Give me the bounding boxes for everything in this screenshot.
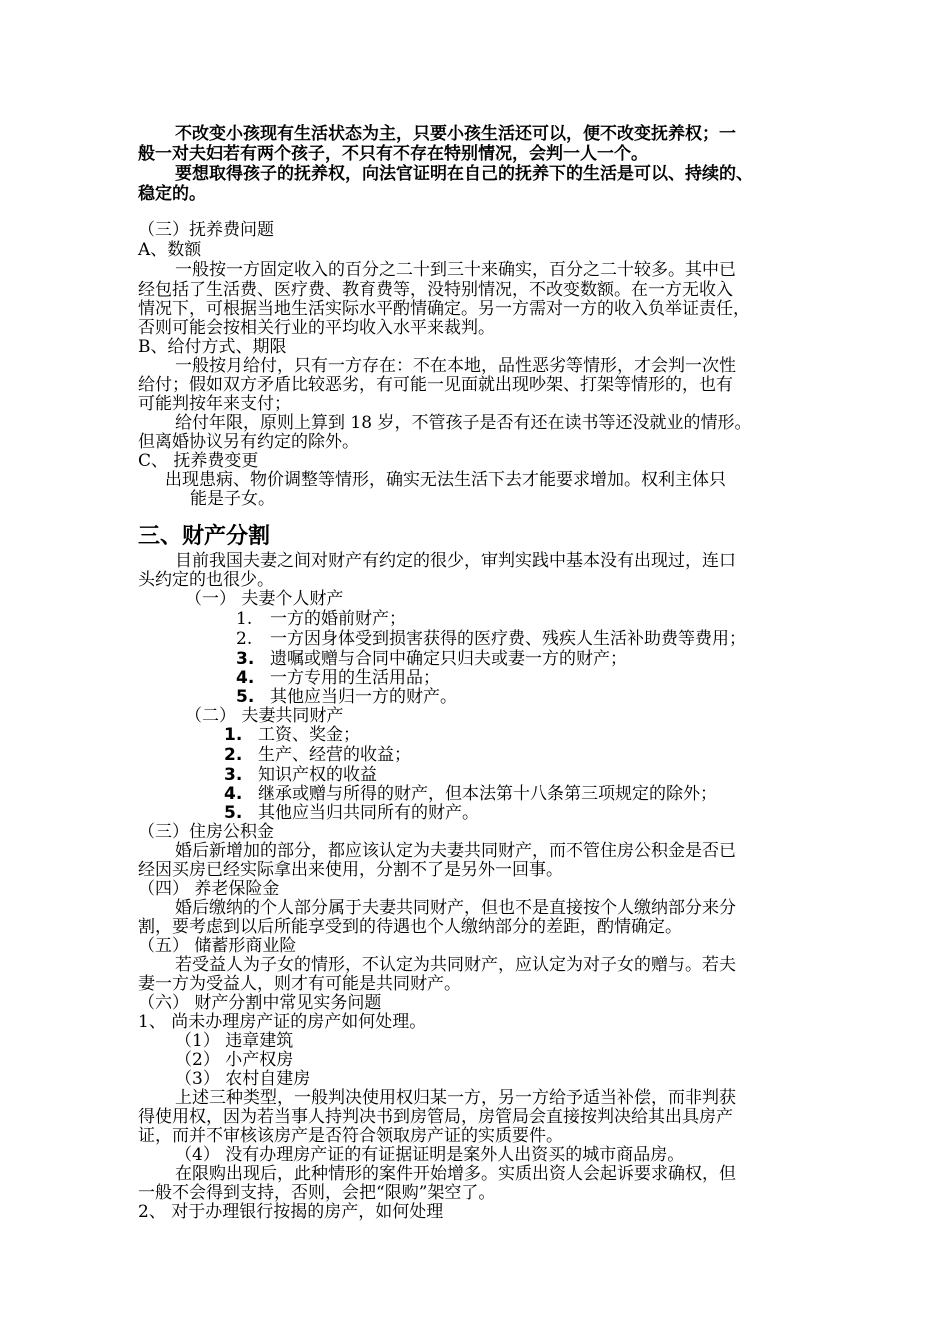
list-item: 2. 生产、经营的收益；	[224, 745, 411, 765]
paragraph-line: 否则可能会按相关行业的平均收入水平来裁判。	[138, 318, 495, 338]
paragraph-line: 经因买房已经实际拿出来使用，分割不了是另外一回事。	[138, 860, 563, 880]
paragraph-line: 一般按月给付，只有一方存在：不在本地，品性恶劣等情形，才会判一次性	[175, 356, 736, 376]
custody-bold-line: 不改变小孩现有生活状态为主，只要小孩生活还可以，便不改变抚养权；一	[175, 124, 736, 144]
paragraph-line: 婚后缴纳的个人部分属于夫妻共同财产，但也不是直接按个人缴纳部分来分	[175, 898, 736, 918]
list-item: （4） 没有办理房产证的有证据证明是案外人出资买的城市商品房。	[175, 1145, 685, 1165]
list-item: 5. 其他应当归一方的财产。	[236, 687, 457, 707]
paragraph-line: 能是子女。	[190, 489, 275, 509]
paragraph-line: 经包括了生活费、医疗费、教育费等，没特别情况，不改变数额。在一方无收入	[138, 280, 733, 300]
paragraph-line: 若受益人为子女的情形，不认定为共同财产，应认定为对子女的赠与。若夫	[175, 955, 736, 975]
support-c-heading: C、 抚养费变更	[138, 451, 259, 471]
paragraph-line: 一般按一方固定收入的百分之二十到三十来确实，百分之二十较多。其中已	[175, 260, 736, 280]
list-item: 2. 一方因身体受到损害获得的医疗费、残疾人生活补助费等费用；	[236, 629, 746, 649]
list-item: 3. 知识产权的收益	[224, 765, 377, 785]
paragraph-line: 给付；假如双方矛盾比较恶劣，有可能一见面就出现吵架、打架等情形的，也有	[138, 375, 733, 395]
paragraph-line: 头约定的也很少。	[138, 570, 274, 590]
list-item: 3. 遗嘱或赠与合同中确定只归夫或妻一方的财产；	[236, 649, 627, 669]
paragraph-line: 婚后新增加的部分，都应该认定为夫妻共同财产，而不管住房公积金是否已	[175, 841, 736, 861]
paragraph-line: 上述三种类型，一般判决使用权归某一方，另一方给予适当补偿，而非判获	[175, 1088, 736, 1108]
support-heading: （三）抚养费问题	[138, 220, 274, 240]
list-item: 1. 工资、奖金；	[224, 725, 360, 745]
paragraph-line: 割，要考虑到以后所能享受到的待遇也个人缴纳部分的差距，酌情确定。	[138, 917, 682, 937]
pension-heading: （四） 养老保险金	[138, 879, 280, 899]
list-item: 1. 一方的婚前财产；	[236, 609, 406, 629]
list-item: 5. 其他应当归共同所有的财产。	[224, 803, 479, 823]
support-a-heading: A、数额	[138, 240, 202, 260]
paragraph-line: 情况下，可根据当地生活实际水平酌情确定。另一方需对一方的收入负举证责任，	[138, 299, 750, 319]
section-title: 三、财产分割	[138, 524, 271, 549]
paragraph-line: 出现患病、物价调整等情形，确实无法生活下去才能要求增加。权利主体只	[165, 470, 726, 490]
insurance-heading: （五） 储蓄形商业险	[138, 936, 297, 956]
practice-heading: （六） 财产分割中常见实务问题	[138, 993, 382, 1013]
paragraph-line: 目前我国夫妻之间对财产有约定的很少，审判实践中基本没有出现过，连口	[175, 551, 736, 571]
question-heading: 1、 尚未办理房产证的房产如何处理。	[138, 1012, 427, 1032]
paragraph-line: 在限购出现后，此种情形的案件开始增多。实质出资人会起诉要求确权，但	[175, 1164, 736, 1184]
list-item: （1） 违章建筑	[175, 1031, 294, 1051]
housing-fund-heading: （三）住房公积金	[138, 822, 274, 842]
list-item: 4. 一方专用的生活用品；	[236, 668, 440, 688]
paragraph-line: 但离婚协议另有约定的除外。	[138, 432, 359, 452]
question-heading: 2、 对于办理银行按揭的房产，如何处理	[138, 1202, 444, 1222]
personal-property-heading: （一） 夫妻个人财产	[185, 589, 344, 609]
paragraph-line: 证，而并不审核该房产是否符合领取房产证的实质要件。	[138, 1126, 563, 1146]
paragraph-line: 一般不会得到支持，否则，会把“限购”架空了。	[138, 1183, 496, 1203]
list-item: 4. 继承或赠与所得的财产，但本法第十八条第三项规定的除外；	[224, 784, 717, 804]
list-item: （2） 小产权房	[175, 1050, 294, 1070]
paragraph-line: 给付年限，原则上算到 18 岁，不管孩子是否有还在读书等还没就业的情形。	[175, 413, 752, 433]
paragraph-line: 妻一方为受益人，则才有可能是共同财产。	[138, 974, 461, 994]
custody-bold-line: 稳定的。	[138, 184, 206, 204]
list-item: （3） 农村自建房	[175, 1069, 311, 1089]
custody-bold-line: 般一对夫妇若有两个孩子，不只有不存在特别情况，会判一人一个。	[138, 144, 648, 164]
custody-bold-line: 要想取得孩子的抚养权，向法官证明在自己的抚养下的生活是可以、持续的、	[175, 164, 753, 184]
paragraph-line: 可能判按年来支付；	[138, 394, 291, 414]
paragraph-line: 得使用权，因为若当事人持判决书到房管局，房管局会直接按判决给其出具房产	[138, 1107, 733, 1127]
support-b-heading: B、给付方式、期限	[138, 337, 287, 357]
common-property-heading: （二） 夫妻共同财产	[185, 706, 344, 726]
